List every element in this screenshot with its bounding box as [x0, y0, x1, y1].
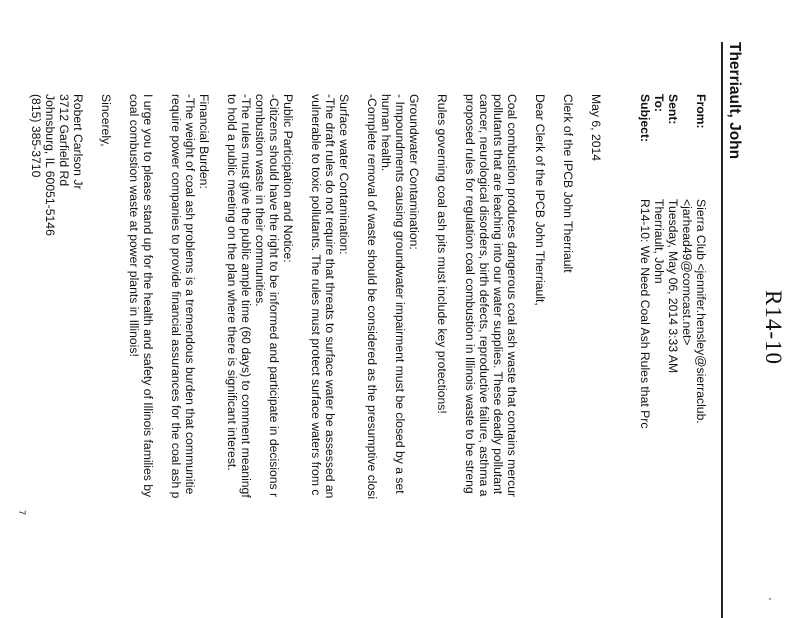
groundwater-line-2: human health.: [379, 94, 393, 172]
corner-mark: ': [761, 598, 772, 600]
sent-label: Sent:: [666, 94, 680, 125]
to-label: To:: [652, 94, 666, 113]
signature-phone: (815) 385-3710: [29, 94, 43, 178]
recipient-line: Clerk of the IPCB John Therriault: [561, 94, 575, 273]
signature-name: Robert Carlson Jr: [71, 94, 85, 190]
public-participation-line-2: combustion waste in their communities.: [253, 94, 267, 307]
financial-line-2: require power companies to provide financial assurances for the coal ash p: [169, 94, 183, 499]
rules-statement: Rules governing coal ash pits must include key protections!: [435, 94, 449, 414]
surface-water-line-1: -The draft rules do not require that threats to surface water be assessed an: [323, 94, 337, 499]
from-line-2: <jarhead49@comcast.net>: [680, 199, 694, 346]
subject-value: R14-10: We Need Coal Ash Rules that Prc: [638, 199, 652, 429]
salutation: Dear Clerk of the IPCB John Therriault,: [533, 94, 547, 306]
subject-label: Subject:: [638, 94, 652, 143]
closing-line-1: I urge you to please stand up for the health and safety of Illinois families by: [141, 94, 155, 498]
intro-line-2: pollutants that are leaching into our water supplies. These deadly pollutant: [491, 94, 505, 495]
public-participation-heading: Public Participation and Notice:: [281, 94, 295, 263]
financial-line-1: -The weight of coal ash problems is a tremendous burden that communitie: [183, 94, 197, 495]
groundwater-line-3: -Complete removal of waste should be considered as the presumptive closi: [365, 94, 379, 500]
groundwater-line-1: - Impoundments causing groundwater impairment must be closed by a set: [393, 94, 407, 494]
from-label: From:: [694, 94, 708, 129]
from-line-1: Sierra Club <jennifer.hensley@sierraclub.: [694, 199, 708, 424]
public-participation-line-4: to hold a public meeting on the plan where there is significant interest.: [225, 94, 239, 471]
groundwater-heading: Groundwater Contamination:: [407, 94, 421, 250]
header-rule: [721, 42, 723, 618]
intro-line-3: cancer, neurological disorders, birth defects, reproductive failure, asthma a: [477, 94, 491, 497]
to-value: Therriault, John: [652, 199, 666, 284]
public-participation-line-1: -Citizens should have the right to be informed and participate in decisions r: [267, 94, 281, 498]
financial-heading: Financial Burden:: [197, 94, 211, 189]
intro-line-4: proposed rules for regulation coal combustion in Illinois waste to be streng: [463, 94, 477, 494]
letter-date: May 6, 2014: [589, 94, 603, 162]
sender-name: Therriault, John: [726, 42, 743, 160]
surface-water-line-2: vulnerable to toxic pollutants. The rules must protect surface waters from c: [309, 94, 323, 496]
signature-address-1: 3712 Garfield Rd: [57, 94, 71, 187]
signature-address-2: Johnsburg, IL 60051-5146: [43, 94, 57, 236]
sent-value: Tuesday, May 06, 2014 3:33 AM: [666, 199, 680, 374]
closing-line-2: coal combustion waste at power plants in Illinois!: [127, 94, 141, 357]
public-participation-line-3: -The rules must give the public ample time (60 days) to comment meaningf: [239, 94, 253, 498]
document-code: R14-10: [761, 290, 786, 365]
page-number: 7: [17, 510, 27, 516]
intro-line-1: Coal combustion produces dangerous coal ash waste that contains mercur: [505, 94, 519, 498]
surface-water-heading: Surface water Contamination:: [337, 94, 351, 255]
sign-off: Sincerely,: [99, 94, 113, 147]
